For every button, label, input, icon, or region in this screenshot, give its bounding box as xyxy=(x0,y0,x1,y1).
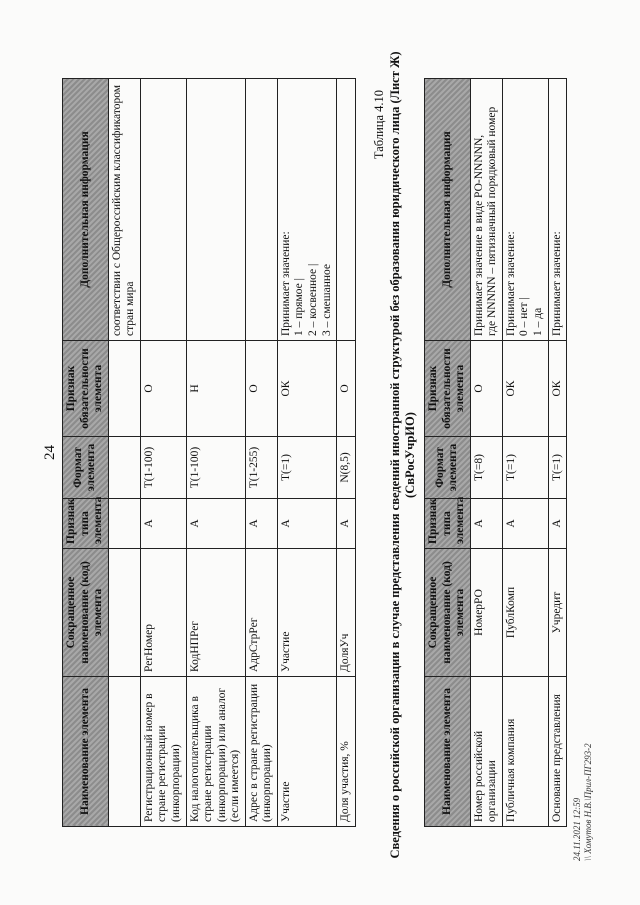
cell-name: Доля участия, % xyxy=(337,677,356,827)
cell-name: Адрес в стране регистрации (инкорпорации) xyxy=(245,677,277,827)
cell-format: T(=1) xyxy=(502,437,548,499)
cell-name: Регистрационный номер в стране регистрации (инкорпорации) xyxy=(140,677,186,827)
cell-required: ОК xyxy=(277,341,336,437)
table-row xyxy=(277,79,336,827)
header-format: Формат элемента xyxy=(425,437,471,499)
cell-format: T(=1) xyxy=(277,437,336,499)
table-title: Сведения о российской организации в случае представления сведений иностранной структурой без образования юридического лица (Лист Ж) (СвРосУчрИО) xyxy=(388,51,417,859)
header-info: Дополнительная информация xyxy=(63,79,109,341)
cell-format: T(=1) xyxy=(548,437,567,499)
header-info: Дополнительная информация xyxy=(425,79,471,341)
cell-type: А xyxy=(245,499,277,549)
cell-info xyxy=(245,79,277,341)
cell-type: А xyxy=(548,499,567,549)
cell-format: T(1-255) xyxy=(245,437,277,499)
cell-type: А xyxy=(337,499,356,549)
header-name: Наименование элемента xyxy=(63,677,109,827)
page-number: 24 xyxy=(42,445,58,460)
header-required: Признак обязательности элемента xyxy=(425,341,471,437)
cell-name: Участие xyxy=(277,677,336,827)
cell-format: T(1-100) xyxy=(186,437,245,499)
cell-info: Принимает значение в виде РО-NNNNN, где NNNNN – пятизначный порядковый номер xyxy=(470,79,502,341)
cell-type: А xyxy=(277,499,336,549)
cell-required: О xyxy=(245,341,277,437)
table-row xyxy=(245,79,277,827)
cell-info: Принимает значение: 1 – прямое | 2 – косвенное | 3 – смешанное xyxy=(277,79,336,341)
cell-name: Публичная компания xyxy=(502,677,548,827)
header-type: Признак типа элемента xyxy=(63,499,109,549)
table-row xyxy=(548,79,567,827)
cell-code: ПублКомп xyxy=(502,549,548,677)
header-code: Сокращенное наименование (код) элемента xyxy=(63,549,109,677)
header-format: Формат элемента xyxy=(63,437,109,499)
table-row xyxy=(502,79,548,827)
cell-required: ОК xyxy=(502,341,548,437)
cell-required: Н xyxy=(186,341,245,437)
header-code: Сокращенное наименование (код) элемента xyxy=(425,549,471,677)
cell-code: КодНПРег xyxy=(186,549,245,677)
table-row xyxy=(108,79,140,827)
cell-code: Учредит xyxy=(548,549,567,677)
cell-format: T(1-100) xyxy=(140,437,186,499)
cell-type: А xyxy=(502,499,548,549)
header-type: Признак типа элемента xyxy=(425,499,471,549)
cell-info: Принимает значение: 0 – нет | 1 – да xyxy=(502,79,548,341)
print-stamp-date: 24.11.2021 12:59 xyxy=(572,797,582,861)
cell-type: А xyxy=(470,499,502,549)
cell-name: Код налогоплательщика в стране регистрации (инкорпорации) или аналог (если имеется) xyxy=(186,677,245,827)
cell-code: АдрСтрРег xyxy=(245,549,277,677)
cell-required: О xyxy=(140,341,186,437)
cell-format: N(8,5) xyxy=(337,437,356,499)
ro-organization-table xyxy=(424,78,567,827)
table-header-row xyxy=(63,79,109,827)
table-row xyxy=(186,79,245,827)
cell-name: Номер российской организации xyxy=(470,677,502,827)
cell-required: О xyxy=(337,341,356,437)
print-stamp-path: \\ Хомутов Н.В.\Прил-ПГ293-2 xyxy=(583,743,594,861)
table-row xyxy=(140,79,186,827)
table-number-label: Таблица 4.10 xyxy=(372,90,386,160)
cell-code: ДоляУч xyxy=(337,549,356,677)
header-required: Признак обязательности элемента xyxy=(63,341,109,437)
cell-name: Основание представления xyxy=(548,677,567,827)
table-row xyxy=(470,79,502,827)
cell-info: Принимает значение: xyxy=(548,79,567,341)
cell-required: О xyxy=(470,341,502,437)
cell-type: А xyxy=(140,499,186,549)
cell-format: T(=8) xyxy=(470,437,502,499)
cell-info xyxy=(337,79,356,341)
cell-type: А xyxy=(186,499,245,549)
cell-code: РегНомер xyxy=(140,549,186,677)
table-row xyxy=(337,79,356,827)
cell-info xyxy=(186,79,245,341)
continuation-note: соответствии с Общероссийским классификатором стран мира xyxy=(108,79,140,341)
cell-required: ОК xyxy=(548,341,567,437)
elements-table-continuation xyxy=(62,78,356,827)
cell-code: Участие xyxy=(277,549,336,677)
print-stamp xyxy=(572,743,595,861)
header-name: Наименование элемента xyxy=(425,677,471,827)
cell-code: НомерРО xyxy=(470,549,502,677)
cell-info xyxy=(140,79,186,341)
table-header-row xyxy=(425,79,471,827)
